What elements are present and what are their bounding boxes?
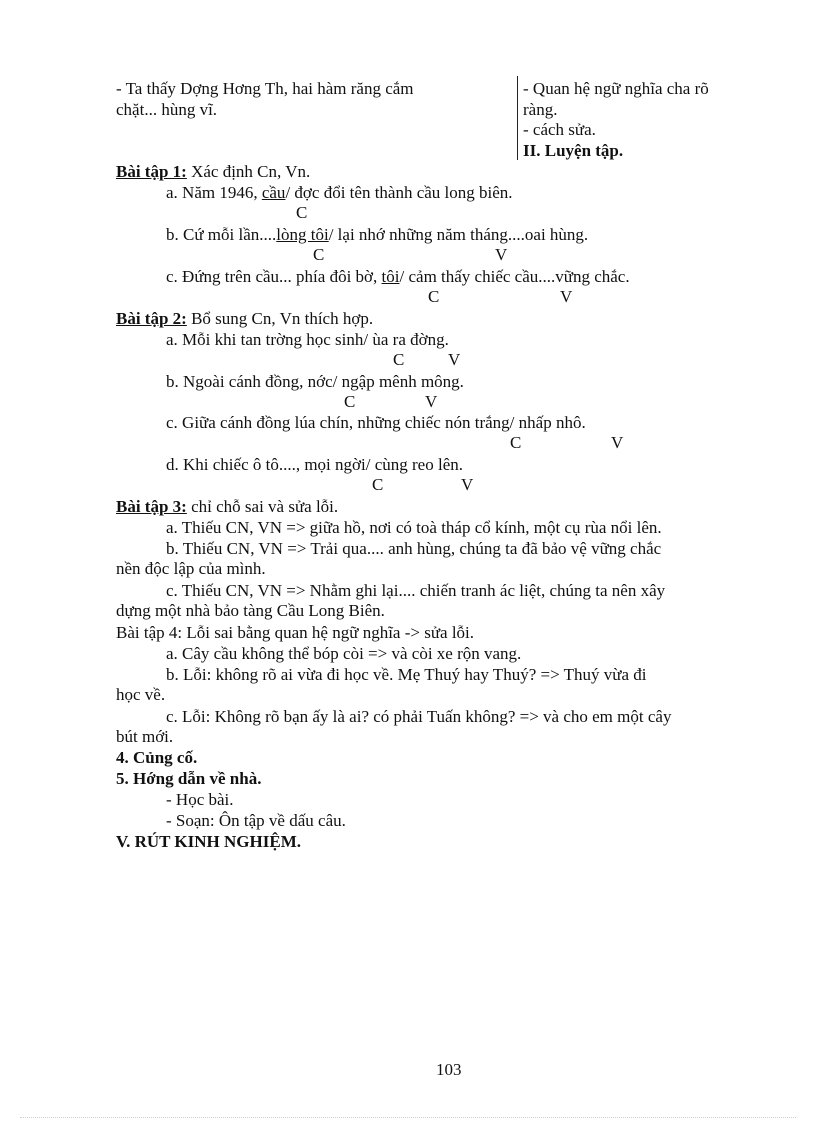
label-v: V — [495, 245, 508, 264]
exercise-1-item-b: b. Cứ mỗi lần....lòng tôi/ lại nhớ những năm tháng....oai hùng. — [166, 225, 589, 244]
exercise-2-heading — [116, 309, 373, 329]
homework-item-2: - Soạn: Ôn tập về dấu câu. — [166, 811, 346, 830]
label-c: C — [372, 475, 384, 494]
exercise-3-desc: chỉ chỗ sai và sửa lỗi. — [186, 497, 339, 516]
exercise-3-title: Bài tập 3: — [116, 497, 187, 516]
exercise-4-heading: Bài tập 4: Lỗi sai bằng quan hệ ngữ nghĩa -> sửa lỗi. — [116, 623, 475, 642]
label-v: V — [611, 433, 624, 452]
label-c: C — [344, 392, 356, 411]
exercise-2-item-a: a. Mỗi khi tan trờng học sinh/ ùa ra đờng. — [166, 330, 449, 349]
exercise-1-item-c: c. Đứng trên cầu... phía đôi bờ, tôi/ cảm thấy chiếc cầu....vững chắc. — [166, 267, 630, 286]
page-bottom-dotted-border — [20, 1117, 796, 1118]
table-right-line-2: ràng. — [523, 100, 558, 119]
exercise-1-title: Bài tập 1: — [116, 162, 187, 181]
exercise-1-desc: Xác định Cn, Vn. — [186, 162, 311, 181]
label-c: C — [428, 287, 440, 306]
exercise-3-item-b: b. Thiếu CN, VN => Trải qua.... anh hùng, chúng ta đã bảo vệ vững chắc — [166, 539, 662, 558]
label-c: C — [296, 203, 308, 222]
exercise-4-item-a: a. Cây cầu không thể bóp còi => và còi xe rộn vang. — [166, 644, 522, 663]
table-right-line-3: - cách sửa. — [523, 120, 596, 139]
subject-underline: tôi — [381, 267, 400, 286]
label-v: V — [425, 392, 438, 411]
exercise-3-item-c-cont: dựng một nhà bảo tàng Cầu Long Biên. — [116, 601, 385, 620]
exercise-2-desc: Bổ sung Cn, Vn thích hợp. — [186, 309, 374, 328]
exercise-4-item-c-cont: bút mới. — [116, 727, 174, 746]
exercise-3-heading — [116, 497, 338, 517]
exercise-3-item-a: a. Thiếu CN, VN => giữa hồ, nơi có toà tháp cổ kính, một cụ rùa nổi lên. — [166, 518, 662, 537]
exercise-1-heading — [116, 162, 310, 182]
table-right-line-1: - Quan hệ ngữ nghĩa cha rõ — [523, 79, 709, 98]
homework-item-1: - Học bài. — [166, 790, 234, 809]
label-c: C — [393, 350, 405, 369]
table-divider — [517, 76, 518, 160]
page-number: 103 — [436, 1060, 462, 1079]
exercise-4-item-b: b. Lỗi: không rõ ai vừa đi học về. Mẹ Thuý hay Thuý? => Thuý vừa đi — [166, 665, 647, 684]
label-c: C — [313, 245, 325, 264]
table-left-line-2: chặt... hùng vĩ. — [116, 100, 218, 119]
exercise-2-item-d: d. Khi chiếc ô tô...., mọi ngời/ cùng reo lên. — [166, 455, 463, 474]
exercise-2-item-c: c. Giữa cánh đồng lúa chín, những chiếc nón trắng/ nhấp nhô. — [166, 413, 586, 432]
exercise-4-item-b-cont: học về. — [116, 685, 166, 704]
label-v: V — [461, 475, 474, 494]
table-left-line-1: - Ta thấy Dợng Hơng Th, hai hàm răng cắm — [116, 79, 414, 98]
subject-underline: cầu — [261, 183, 286, 202]
exercise-4-item-c: c. Lỗi: Không rõ bạn ấy là ai? có phải Tuấn không? => và cho em một cây — [166, 707, 672, 726]
section-4-heading: 4. Củng cố. — [116, 748, 198, 767]
exercise-2-title: Bài tập 2: — [116, 309, 187, 328]
section-5-heading: 5. Hớng dẫn về nhà. — [116, 769, 262, 788]
exercise-1-item-a: a. Năm 1946, cầu/ đợc đổi tên thành cầu long biên. — [166, 183, 513, 202]
exercise-2-item-b: b. Ngoài cánh đồng, nớc/ ngập mênh mông. — [166, 372, 464, 391]
exercise-3-item-b-cont: nền độc lập của mình. — [116, 559, 266, 578]
section-heading-luyen-tap: II. Luyện tập. — [523, 141, 624, 160]
subject-underline: lòng tôi — [276, 225, 329, 244]
section-v-heading: V. RÚT KINH NGHIỆM. — [116, 832, 301, 851]
label-v: V — [560, 287, 573, 306]
label-c: C — [510, 433, 522, 452]
exercise-3-item-c: c. Thiếu CN, VN => Nhằm ghi lại.... chiến tranh ác liệt, chúng ta nên xây — [166, 581, 666, 600]
label-v: V — [448, 350, 461, 369]
